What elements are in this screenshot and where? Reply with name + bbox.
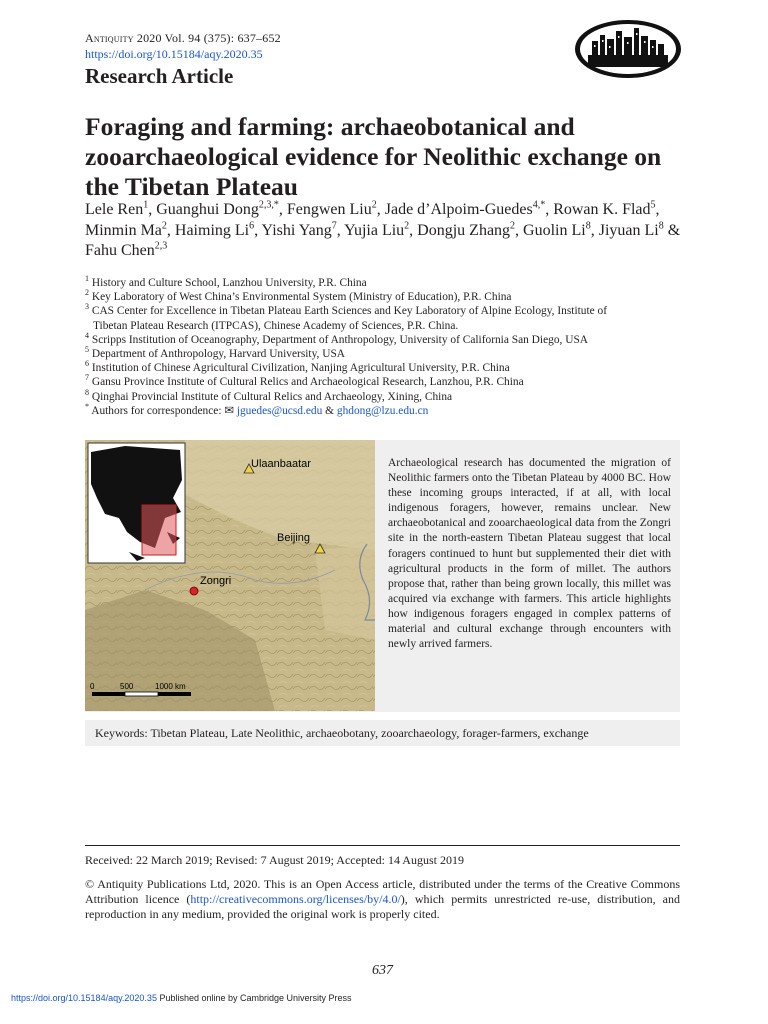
author-list: Lele Ren$^1$, Guanghui Dong$^{2,3,*}$, Fengwen Liu$^2$, Jade d’Alpoim-Guedes$^{4,*}$, Rowan K. Flad$^5$, Minmin Ma$^2$, Haiming Li$^6$, Yishi Yang$^7$, Yujia Liu$^2$, Dongju Zhang$^2$, Guolin Li$^8$, Jiyuan Li$^8$ & Fahu Chen$^{2,3}$: [85, 199, 681, 259]
author-affiliation-marker: 8: [585, 220, 591, 232]
author-affiliation-marker: 7: [331, 220, 337, 232]
inset-world-map: [88, 443, 185, 563]
author-affiliation-marker: 2: [510, 220, 516, 232]
author-name: Jiyuan Li$^8$: [598, 220, 664, 239]
journal-citation: [85, 31, 281, 46]
article-title: Foraging and farming: archaeobotanical and zooarchaeological evidence for Neolithic exchange on the Tibetan Plateau: [85, 112, 662, 201]
study-area-extent: [142, 505, 176, 555]
author-name: Guolin Li$^8$: [523, 220, 591, 239]
license-text-after: ), which permits unrestricted re-use, distribution, and reproduction in any medium, provided the original work is properly cited.: [85, 892, 680, 921]
affiliation-item: $^1$ History and Culture School, Lanzhou University, P.R. China: [85, 274, 367, 289]
abstract-panel: [85, 440, 680, 712]
author-affiliation-marker: 2: [161, 220, 167, 232]
zongri-label: Zongri: [200, 575, 232, 587]
received-dates: Received: 22 March 2019; Revised: 7 August 2019; Accepted: 14 August 2019: [85, 853, 464, 867]
author-name: Dongju Zhang$^2$: [417, 220, 516, 239]
author-name: Yujia Liu$^2$: [344, 220, 410, 239]
article-type: Research Article: [85, 64, 234, 88]
affiliation-list: [85, 276, 685, 418]
publisher-footer: [11, 993, 352, 1003]
location-map: [85, 440, 375, 711]
license-link[interactable]: http://creativecommons.org/licenses/by/4.0/: [190, 892, 401, 906]
author-affiliation-marker: 5: [650, 199, 656, 211]
journal-volume: 2020 Vol. 94 (375): 637–652: [136, 31, 281, 45]
envelope-icon: ✉: [224, 404, 234, 417]
email-link-dong[interactable]: ghdong@lzu.edu.cn: [336, 404, 429, 417]
ulaanbaatar-label: Ulaanbaatar: [251, 458, 311, 470]
beijing-label: Beijing: [277, 532, 311, 544]
author-affiliation-marker: 6: [249, 220, 255, 232]
author-affiliation-marker: 2,3: [154, 240, 168, 252]
license-text-before: © Antiquity Publications Ltd, 2020. This is an Open Access article, distributed under the terms of the Creative Commons Attribution licence (: [85, 877, 680, 906]
author-name: Guanghui Dong$^{2,3,*}$: [156, 199, 279, 218]
scale-label-0: 0: [90, 682, 95, 691]
affiliation-item: $^2$ Key Laboratory of West China’s Environmental System (Ministry of Education), P.R. China: [85, 288, 512, 304]
footer-doi-link[interactable]: https://doi.org/10.15184/aqy.2020.35: [11, 993, 157, 1003]
antiquity-logo: [574, 19, 682, 79]
keywords-text: Keywords: Tibetan Plateau, Late Neolithic, archaeobotany, zooarchaeology, forager-farmers, exchange: [95, 726, 589, 740]
author-name: Jade d’Alpoim-Guedes$^{4,*}$: [384, 199, 546, 218]
keywords-panel: [85, 720, 680, 746]
email-joiner: &: [325, 404, 335, 417]
author-name: Yishi Yang$^7$: [261, 220, 337, 239]
email-link-guedes[interactable]: jguedes@ucsd.edu: [236, 404, 323, 417]
author-affiliation-marker: 2: [371, 199, 377, 211]
scale-label-500: 500: [120, 682, 134, 691]
author-name: Fahu Chen$^{2,3}$: [85, 240, 168, 259]
author-name: Lele Ren$^1$: [85, 199, 149, 218]
abstract-text: Archaeological research has documented the migration of Neolithic farmers onto the Tibetan Plateau by 4000 BC. How these incoming groups interacted, if at all, with local indigenous foragers, however, remains unclear. New archaeobotanical and zooarchaeological data from the Zongri site in the north-eastern Tibetan Plateau suggest that local foragers continued to hunt but supplemented their diet with agricultural products in the form of millet. The authors propose that, rather than being grown locally, this millet was acquired via exchange with farmers. This article highlights how indigenous foragers engaged in complex patterns of material and cultural exchange through encounters with newly arrived farmers.: [388, 457, 671, 651]
author-affiliation-marker: 2: [404, 220, 410, 232]
scale-label-1000: 1000 km: [155, 682, 186, 691]
author-affiliation-marker: 8: [658, 220, 664, 232]
author-name: Fengwen Liu$^2$: [286, 199, 377, 218]
affiliation-continuation: Tibetan Plateau Research (ITPCAS), Chinese Academy of Sciences, P.R. China.: [93, 319, 459, 332]
doi-link[interactable]: https://doi.org/10.15184/aqy.2020.35: [85, 47, 263, 61]
affiliation-item: $^4$ Scripps Institution of Oceanography, Department of Anthropology, University of California San Diego, USA: [85, 331, 589, 346]
affiliation-item: $^3$ CAS Center for Excellence in Tibetan Plateau Earth Sciences and Key Laboratory of Alpine Ecology, Institute of: [85, 302, 608, 318]
page-number: 637: [372, 963, 393, 978]
footer-publisher-text: Published online by Cambridge University Press: [156, 993, 352, 1003]
author-affiliation-marker: 4,*: [532, 199, 546, 211]
footnote-rule: [85, 845, 680, 846]
correspondence-line: [85, 404, 685, 418]
affiliation-item: $^7$ Gansu Province Institute of Cultural Relics and Archaeological Research, Lanzhou, P.R. China: [85, 373, 524, 389]
affiliation-item: $^5$ Department of Anthropology, Harvard University, USA: [85, 345, 346, 361]
zongri-site-marker: [190, 587, 198, 595]
journal-name: Antiquity: [85, 31, 134, 45]
author-affiliation-marker: 1: [143, 199, 149, 211]
affiliation-item: $^6$ Institution of Chinese Agricultural Civilization, Nanjing Agricultural University, P.R. China: [85, 359, 510, 375]
doi-line: [85, 47, 263, 62]
author-affiliation-marker: 2,3,*: [258, 199, 279, 211]
correspondence-label: Authors for correspondence:: [91, 404, 222, 417]
affiliation-item: $^8$ Qinghai Provincial Institute of Cultural Relics and Archaeology, Xining, China: [85, 387, 453, 403]
author-name: Rowan K. Flad$^5$: [553, 199, 656, 218]
author-name: Haiming Li$^6$: [174, 220, 255, 239]
author-name: Minmin Ma$^2$: [85, 220, 167, 239]
license-statement: [85, 877, 680, 922]
correspondence-mark: *: [85, 402, 89, 412]
